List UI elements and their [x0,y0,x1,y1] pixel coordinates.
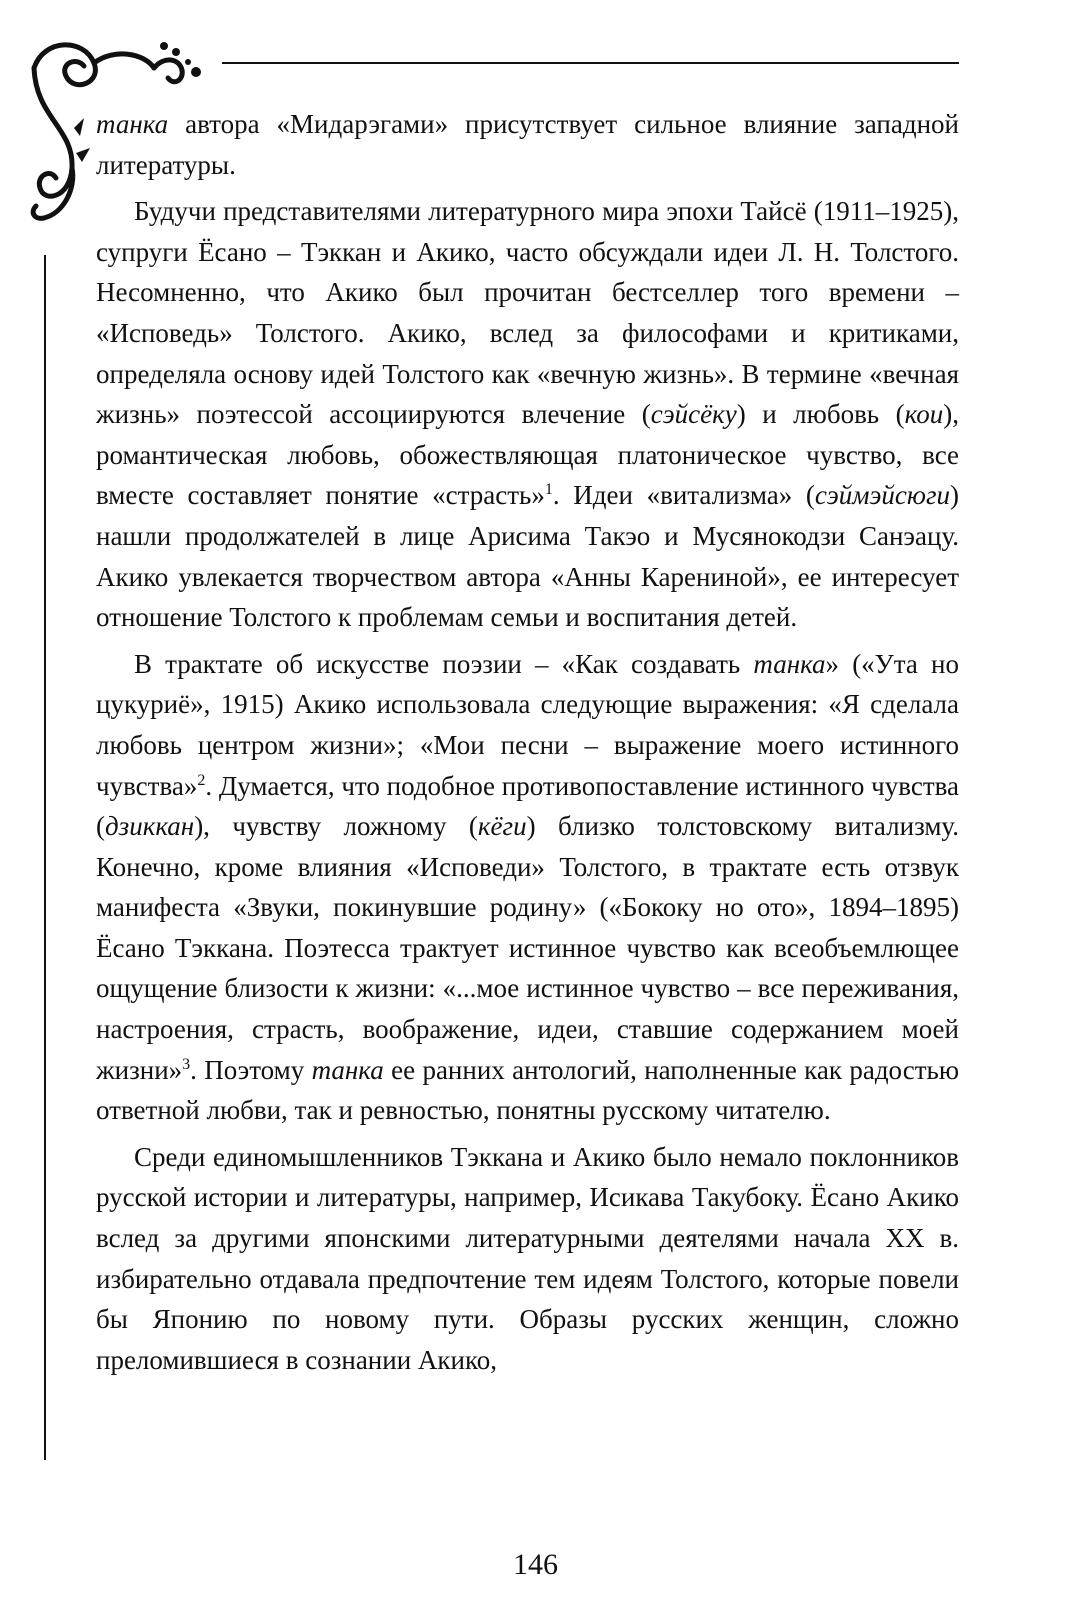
italic-term: танка [311,1054,384,1085]
italic-term: сэймэйсюги [814,480,950,511]
left-rule [44,255,46,1460]
body-text [96,104,959,1380]
text-run: Среди единомышленников Тэккана и Акико было немало поклонников русской истории и литературы, например, Исикава Такубоку. Ёсано Акико вслед за другими японскими литературными деятелями начала XX в. избирательно отдавала предпочтение тем идеям Толстого, которые повели бы Японию по новому пути. Образы русских женщин, сложно преломившиеся в сознании Акико, [96,1141,959,1375]
italic-term: дзиккан [105,811,195,842]
italic-term: танка [753,648,826,679]
text-run: ее ранних антологий, наполненные как радостью ответной любви, так и ревностью, понятны русскому читателю. [96,1054,959,1126]
text-run: ), романтическая любовь, обожествляющая платоническое чувство, все вместе составляет понятие «страсть» [96,399,959,511]
italic-term: кои [904,399,944,430]
paragraph [96,644,959,1131]
text-run: ) и любовь ( [736,399,905,430]
italic-term: сэйсёку [650,399,737,430]
text-run: » («Ута но цукуриё», 1915) Акико использовала следующие выражения: «Я сделала любовь центром жизни»; «Мои песни – выражение моего истинного чувства» [96,648,960,801]
text-run: . Идеи «витализма» ( [552,480,815,511]
text-run: В трактате об искусстве поэзии – «Как создавать [134,648,754,679]
italic-term: кёги [477,811,527,842]
text-run: . Поэтому [190,1054,312,1085]
top-rule [222,62,959,64]
page-number: 146 [513,1548,558,1581]
paragraph [96,104,959,185]
text-run: . Думается, что подобное противопоставление истинного чувства ( [96,770,959,842]
footnote-ref: 2 [197,771,206,789]
footnote-ref: 3 [182,1055,191,1073]
italic-term: танка [96,109,169,139]
paragraph [96,1137,959,1381]
paragraph [96,191,959,638]
text-run: ), чувству ложному ( [194,811,478,842]
text-run: автора «Мидарэгами» присутствует сильное влияние западной литературы. [96,109,959,180]
footnote-ref: 1 [544,481,553,499]
text-run: ) нашли продолжателей в лице Арисима Такэо и Мусянокодзи Санэацу. Акико увлекается творчеством автора «Анны Карениной», ее интересует отношение Толстого к проблемам семьи и воспитания детей. [96,480,959,633]
text-run: ) близко толстовскому витализму. Конечно, кроме влияния «Исповеди» Толстого, в трактате есть отзвук манифеста «Звуки, покинувшие родину» («Бококу но ото», 1894–1895) Ёсано Тэккана. Поэтесса трактует истинное чувство как всеобъемлющее ощущение близости к жизни: «...мое истинное чувство – все переживания, настроения, страсть, воображение, идеи, ставшие содержанием моей жизни» [96,811,959,1085]
text-run: Будучи представителями литературного мира эпохи Тайсё (1911–1925), супруги Ёсано – Тэккан и Акико, часто обсуждали идеи Л. Н. Толстого. Несомненно, что Акико был прочитан бестселлер того времени – «Исповедь» Толстого. Акико, вслед за философами и критиками, определяла основу идей Толстого как «вечную жизнь». В термине «вечная жизнь» поэтессой ассоциируются влечение ( [96,196,959,430]
